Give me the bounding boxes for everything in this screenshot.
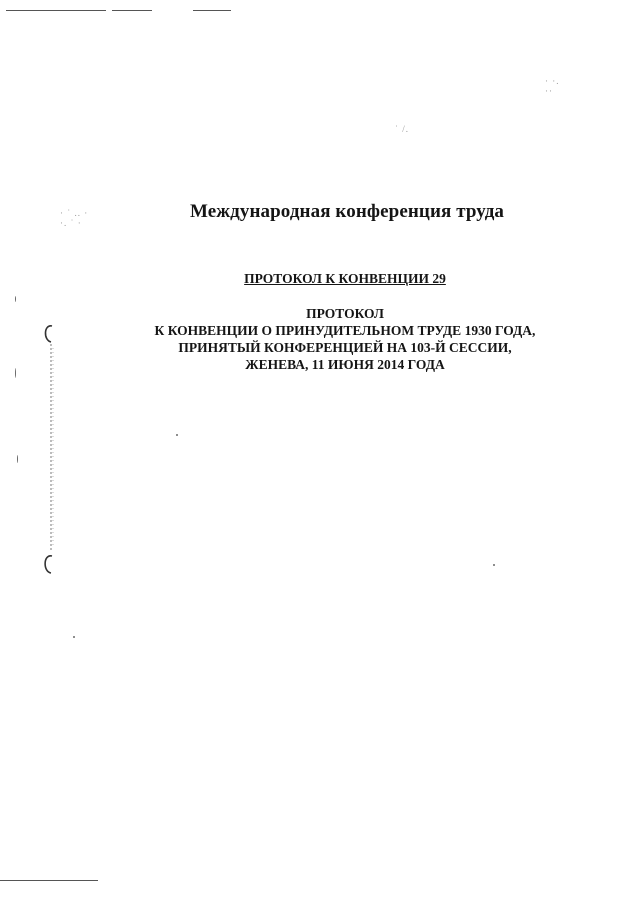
protocol-line-2: К КОНВЕНЦИИ О ПРИНУДИТЕЛЬНОМ ТРУДЕ 1930 ГОДА,: [154, 323, 536, 338]
speck: [493, 564, 495, 566]
scan-artifact-top-line-2: [112, 10, 152, 11]
scan-artifact-bottom-line: [0, 880, 98, 881]
scan-artifact-top-line-1: [6, 10, 106, 11]
document-heading: [0, 201, 640, 223]
scan-noise-left: · ˙ .. · ·. ˙ ·: [60, 208, 89, 228]
protocol-line-3: ПРИНЯТЫЙ КОНФЕРЕНЦИЕЙ НА 103-Й СЕССИИ,: [178, 340, 512, 355]
document-heading-text: Международная конференция труда: [189, 201, 505, 222]
protocol-title: [0, 271, 640, 287]
protocol-title-text: ПРОТОКОЛ К КОНВЕНЦИИ 29: [244, 271, 446, 286]
protocol-description: [0, 305, 640, 373]
scan-noise-upper-middle: ˙ /.: [395, 124, 409, 134]
scan-artifact-top-line-3: [193, 10, 231, 11]
speck: [176, 434, 178, 436]
protocol-line-1: ПРОТОКОЛ: [306, 306, 384, 321]
speck: [73, 636, 75, 638]
speck: [17, 455, 18, 463]
speck: [15, 296, 16, 302]
scan-noise-upper-right: · ·. ··: [545, 76, 560, 96]
protocol-line-4: ЖЕНЕВА, 11 ИЮНЯ 2014 ГОДА: [245, 357, 445, 372]
